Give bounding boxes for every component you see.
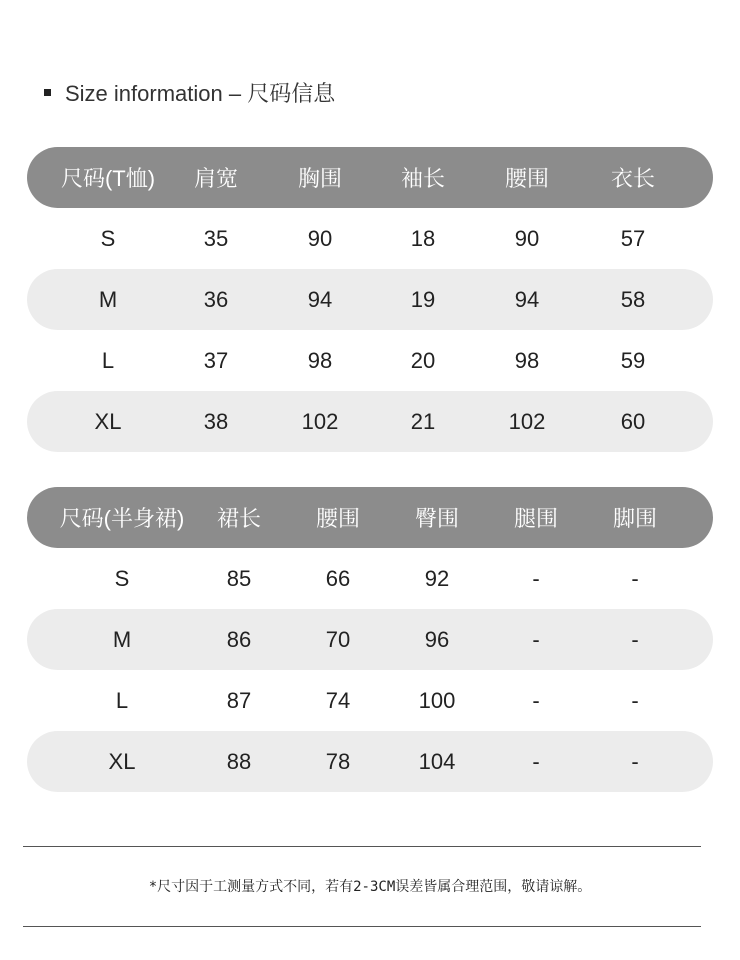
table-cell: 90	[514, 225, 540, 251]
table-cell: -	[532, 626, 540, 652]
table-cell: XL	[94, 408, 122, 434]
header-cell: 腿围	[513, 506, 559, 531]
table-cell: 98	[514, 347, 540, 373]
table-cell: 94	[514, 286, 540, 312]
divider	[23, 846, 701, 847]
table-row	[27, 330, 713, 391]
header-cell: 腰围	[315, 506, 361, 531]
table-cell: 78	[325, 748, 351, 774]
table-cell: 104	[418, 748, 456, 774]
measurement-note: *尺寸因于工测量方式不同，若有2-3CM误差皆属合理范围，敬请谅解。	[148, 879, 592, 895]
table-cell: 60	[620, 408, 646, 434]
table-cell: 87	[226, 687, 252, 713]
table-cell: 85	[226, 565, 252, 591]
table-cell: 19	[410, 286, 436, 312]
table-header-row	[27, 147, 713, 208]
table-cell: -	[532, 748, 540, 774]
table-cell: -	[631, 565, 639, 591]
header-cell: 腰围	[504, 166, 550, 191]
table-cell: L	[115, 687, 129, 713]
table-row	[27, 391, 713, 452]
table-cell: L	[101, 347, 115, 373]
table-cell: -	[631, 687, 639, 713]
section-title-text: Size information – 尺码信息	[65, 80, 336, 106]
header-cell: 臀围	[414, 506, 460, 531]
table-cell: 37	[203, 347, 229, 373]
header-cell: 裙长	[216, 506, 262, 531]
tshirt-size-table	[27, 147, 713, 452]
table-cell: 98	[307, 347, 333, 373]
table-cell: 58	[620, 286, 646, 312]
table-cell: S	[100, 225, 116, 251]
table-cell: 86	[226, 626, 252, 652]
table-cell: 21	[410, 408, 436, 434]
table-cell: M	[98, 286, 118, 312]
table-row	[27, 548, 713, 609]
table-cell: -	[631, 626, 639, 652]
table-cell: M	[112, 626, 132, 652]
table-cell: 94	[307, 286, 333, 312]
table-cell: 36	[203, 286, 229, 312]
table-row	[27, 731, 713, 792]
table-row	[27, 670, 713, 731]
header-cell: 尺码(T恤)	[60, 166, 156, 191]
table-cell: 59	[620, 347, 646, 373]
table-cell: 102	[301, 408, 339, 434]
header-cell: 肩宽	[193, 166, 239, 191]
bullet-icon	[44, 89, 51, 96]
table-cell: 74	[325, 687, 351, 713]
table-cell: 88	[226, 748, 252, 774]
table-cell: 18	[410, 225, 436, 251]
table-cell: 66	[325, 565, 351, 591]
header-cell: 衣长	[610, 166, 656, 191]
table-cell: S	[114, 565, 130, 591]
skirt-size-table	[27, 487, 713, 792]
table-cell: 96	[424, 626, 450, 652]
header-cell: 尺码(半身裙)	[59, 506, 185, 531]
table-cell: 35	[203, 225, 229, 251]
header-cell: 袖长	[400, 166, 446, 191]
table-cell: -	[532, 687, 540, 713]
table-cell: 57	[620, 225, 646, 251]
header-cell: 胸围	[297, 166, 343, 191]
table-row	[27, 609, 713, 670]
table-cell: 90	[307, 225, 333, 251]
table-cell: 100	[418, 687, 456, 713]
section-title	[44, 76, 335, 108]
table-cell: -	[631, 748, 639, 774]
table-cell: 20	[410, 347, 436, 373]
table-row	[27, 208, 713, 269]
table-cell: 70	[325, 626, 351, 652]
table-cell: 92	[424, 565, 450, 591]
table-header-row	[27, 487, 713, 548]
table-cell: 38	[203, 408, 229, 434]
table-cell: 102	[508, 408, 546, 434]
header-cell: 脚围	[612, 506, 658, 531]
divider	[23, 926, 701, 927]
table-cell: -	[532, 565, 540, 591]
table-row	[27, 269, 713, 330]
table-cell: XL	[108, 748, 136, 774]
